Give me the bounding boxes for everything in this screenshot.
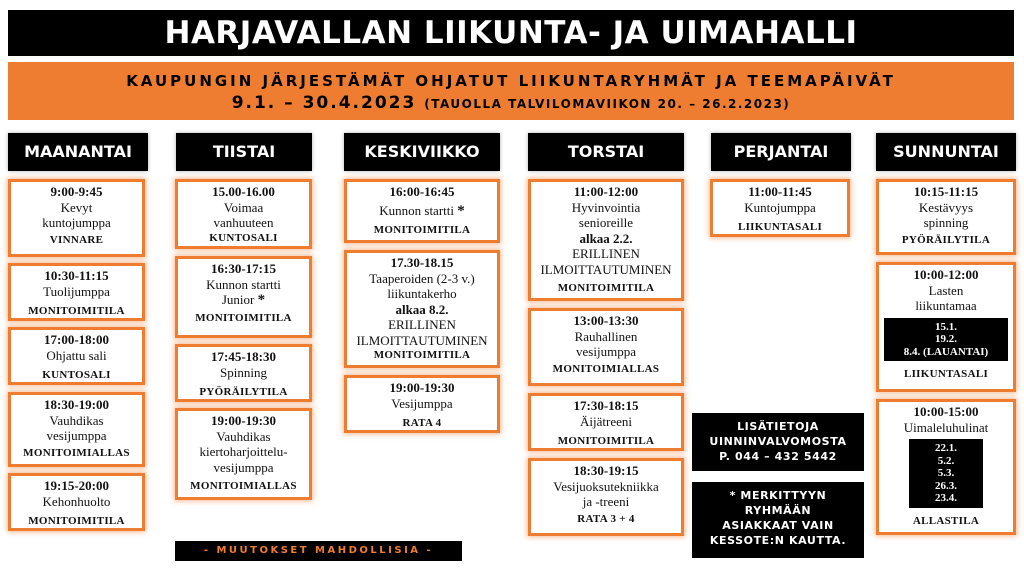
asterisk-mark: *: [257, 292, 266, 308]
note-box: [692, 482, 864, 558]
card-name: Kunnon startti: [206, 276, 281, 292]
card-name: Kehonhuolto: [42, 493, 111, 509]
card-time: 17.30-18.15: [390, 255, 454, 270]
schedule-card: [344, 179, 500, 243]
card-name: ja -treeni: [582, 494, 630, 509]
day-header-wednesday: KESKIVIIKKO: [344, 133, 500, 171]
card-name: Hyvinvointia: [571, 199, 641, 215]
card-place: LIIKUNTASALI: [737, 221, 823, 233]
event-date: 26.3.: [935, 479, 957, 492]
card-place: RATA 4: [402, 417, 442, 429]
note-text: KESSOTE:N KAUTTA.: [709, 534, 847, 547]
card-start-date: alkaa 8.2.: [395, 301, 449, 317]
subtitle-banner: [8, 62, 1014, 120]
card-time: 17:00-18:00: [44, 332, 109, 347]
event-date: 15.1.: [935, 320, 957, 333]
subtitle-note: (TAUOLLA TALVILOMAVIIKON 20. – 26.2.2023): [424, 97, 791, 111]
schedule-card: [8, 179, 145, 257]
schedule-card: [175, 408, 312, 500]
card-place: MONITOIMITILA: [373, 224, 471, 236]
card-time: 19:15-20:00: [44, 478, 109, 493]
note-text: ASIAKKAAT VAIN: [722, 519, 834, 532]
schedule-card: [528, 308, 684, 386]
event-date: 22.1.: [935, 442, 957, 454]
card-place: MONITOIMITILA: [28, 515, 125, 527]
card-time: 13:00-13:30: [573, 313, 639, 328]
subtitle-dates: 9.1. – 30.4.2023: [231, 93, 417, 113]
card-name: vanhuuteen: [213, 215, 274, 230]
card-time: 18:30-19:00: [44, 397, 109, 412]
card-name: Vauhdikas: [216, 428, 271, 444]
card-name: vesijumppa: [46, 428, 107, 443]
card-time: 15.00-16.00: [212, 184, 275, 199]
subtitle-text: KAUPUNGIN JÄRJESTÄMÄT OHJATUT LIIKUNTARYHMÄT JA TEEMAPÄIVÄT: [126, 72, 896, 90]
event-date: 19.2.: [935, 333, 957, 345]
schedule-card: [528, 393, 684, 451]
card-place: MONITOIMITILA: [195, 311, 292, 324]
schedule-card: [175, 179, 312, 249]
day-header-friday: PERJANTAI: [711, 133, 851, 171]
card-place: PYÖRÄILYTILA: [199, 386, 288, 398]
card-name: Äijätreeni: [580, 413, 632, 429]
card-name: Spinning: [220, 364, 267, 380]
card-note: ILMOITTAUTUMINEN: [356, 332, 488, 348]
event-date: 23.4.: [935, 492, 957, 504]
card-place: MONITOIMIALLAS: [552, 362, 660, 375]
schedule-card: [876, 262, 1016, 392]
schedule-card: [710, 179, 850, 237]
card-name: senioreille: [578, 215, 634, 230]
asterisk-mark: *: [457, 202, 465, 219]
card-place: ALLASTILA: [912, 514, 980, 527]
card-place: MONITOIMIALLAS: [190, 480, 297, 492]
card-name: Uimaleluhulinat: [903, 419, 989, 435]
card-place: VINNARE: [49, 233, 104, 246]
changes-notice: - MUUTOKSET MAHDOLLISIA -: [175, 541, 462, 561]
card-time: 11:00-11:45: [748, 184, 812, 199]
card-time: 16:00-16:45: [389, 184, 455, 199]
card-name: Taaperoiden (2-3 v.): [369, 270, 475, 286]
day-header-thursday: TORSTAI: [528, 133, 684, 171]
card-name: vesijumppa: [576, 344, 636, 359]
schedule-card: [8, 473, 145, 531]
card-name: Vesijumppa: [391, 395, 453, 411]
card-name: Ohjattu sali: [46, 347, 107, 363]
card-place: KUNTOSALI: [209, 231, 278, 244]
card-name: Tuolijumppa: [43, 283, 110, 299]
card-time: 18:30-19:15: [573, 463, 639, 478]
card-time: 10:15-11:15: [913, 184, 979, 199]
card-name: Junior: [221, 292, 255, 307]
schedule-card: [8, 392, 145, 467]
card-name: Rauhallinen: [574, 328, 638, 344]
card-name: vesijumppa: [213, 459, 274, 475]
card-name: spinning: [923, 215, 969, 230]
card-place: MONITOIMITILA: [557, 282, 655, 294]
schedule-card: [344, 375, 500, 433]
schedule-card: [8, 263, 145, 321]
card-time: 11:00-12:00: [573, 184, 639, 199]
card-time: 19:00-19:30: [389, 380, 455, 395]
card-name: liikuntamaa: [915, 298, 977, 313]
schedule-card: [876, 179, 1016, 255]
card-note: ILMOITTAUTUMINEN: [540, 261, 672, 277]
card-note: ERILLINEN: [388, 317, 456, 332]
card-time: 9:00-9:45: [50, 184, 103, 199]
card-name: Lasten: [928, 282, 964, 298]
card-name: Kevyt: [60, 199, 93, 215]
card-place: MONITOIMITILA: [28, 305, 125, 317]
card-time: 17:45-18:30: [211, 349, 276, 364]
card-place: RATA 3 + 4: [577, 512, 635, 525]
schedule-card: [8, 327, 145, 385]
card-time: 10:30-11:15: [44, 268, 109, 283]
event-date: 8.4. (LAUANTAI): [903, 345, 989, 358]
dates-box: [909, 439, 983, 508]
day-header-monday: MAANANTAI: [8, 133, 148, 171]
event-date: 5.3.: [937, 467, 955, 479]
card-time: 19:00-19:30: [211, 413, 276, 428]
info-text: LISÄTIETOJA: [737, 420, 819, 433]
schedule-card: [528, 179, 684, 301]
card-name: kiertoharjoittelu-: [199, 444, 288, 459]
schedule-card: [876, 399, 1016, 535]
schedule-card: [175, 256, 312, 338]
info-text: UINNINVALVOMOSTA: [709, 435, 847, 448]
card-time: 17:30-18:15: [573, 398, 639, 413]
schedule-card: [528, 458, 684, 536]
card-name: Voimaa: [223, 199, 264, 215]
phone-number: P. 044 – 432 5442: [719, 450, 837, 463]
note-text: * MERKITTYYN: [729, 489, 827, 502]
event-date: 5.2.: [937, 454, 955, 467]
card-place: MONITOIMITILA: [557, 435, 655, 447]
card-place: KUNTOSALI: [42, 369, 111, 381]
card-start-date: alkaa 2.2.: [579, 230, 633, 246]
dates-box: [884, 318, 1008, 362]
note-text: RYHMÄÄN: [744, 504, 812, 517]
card-time: 10:00-15:00: [913, 404, 979, 419]
card-time: 16:30-17:15: [211, 261, 276, 276]
card-name: Vauhdikas: [49, 412, 104, 428]
page-title: HARJAVALLAN LIIKUNTA- JA UIMAHALLI: [8, 10, 1014, 56]
card-name: Kunnon startti: [379, 202, 454, 218]
card-name: Kestävyys: [918, 199, 974, 215]
day-header-tuesday: TIISTAI: [176, 133, 312, 171]
card-note: ERILLINEN: [572, 246, 640, 261]
card-name: kuntojumppa: [42, 215, 111, 230]
day-header-sunday: SUNNUNTAI: [876, 133, 1016, 171]
card-name: liikuntakerho: [387, 286, 457, 301]
card-name: Kuntojumppa: [744, 199, 816, 215]
card-time: 10:00-12:00: [913, 267, 979, 282]
card-place: MONITOIMITILA: [373, 349, 471, 361]
schedule-card: [175, 344, 312, 402]
card-place: LIIKUNTASALI: [903, 368, 989, 380]
schedule-card: [344, 250, 500, 368]
card-place: MONITOIMIALLAS: [23, 446, 130, 459]
card-name: Vesijuoksutekniikka: [553, 478, 659, 494]
card-place: PYÖRÄILYTILA: [901, 233, 991, 246]
info-box: [692, 413, 864, 471]
